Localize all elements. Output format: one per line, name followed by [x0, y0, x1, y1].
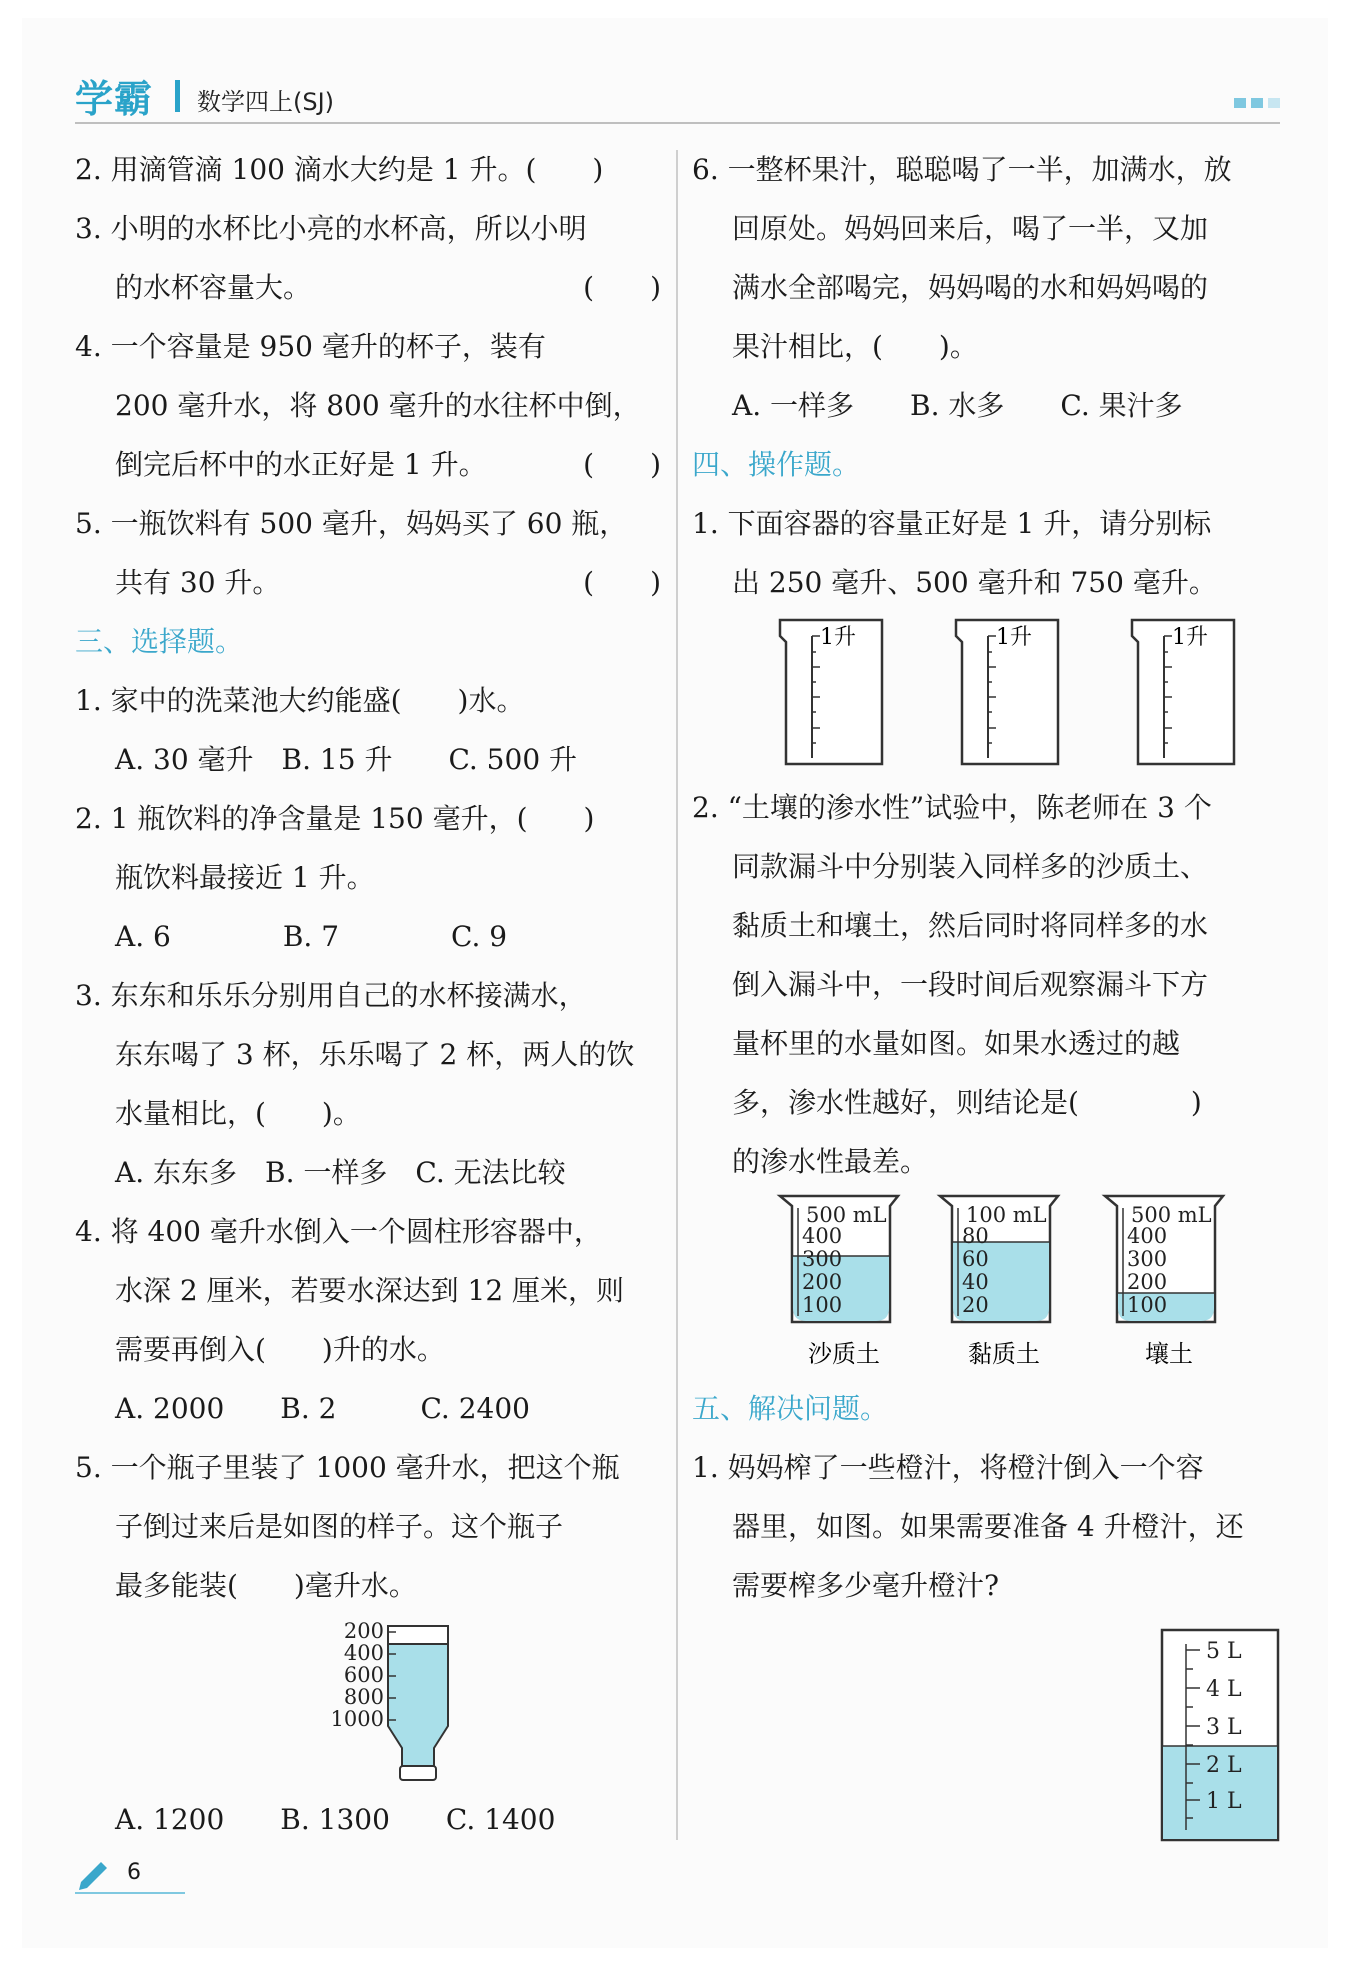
choice-q3-line2: 东东喝了 3 杯，乐乐喝了 2 杯，两人的饮 [115, 1038, 635, 1071]
cup-tick: 200 [802, 1270, 843, 1294]
beaker-capacity-label: 1升 [1172, 625, 1208, 650]
operate-q2-line6: 多，渗水性越好，则结论是( ) [732, 1086, 1202, 1119]
answer-blank[interactable]: ( ) [583, 448, 661, 481]
judge-q4-line1: 4. 一个容量是 950 毫升的杯子，装有 [75, 330, 546, 363]
header-rule [75, 122, 1280, 124]
cup-tick: 400 [1127, 1224, 1168, 1248]
cup-tick: 100 [802, 1293, 843, 1317]
cup-label: 黏质土 [968, 1340, 1040, 1368]
right-column [692, 140, 1284, 1615]
juice-tick-label: 4 L [1206, 1677, 1242, 1702]
bottle-tick-label: 800 [343, 1685, 384, 1709]
choice-q1: 1. 家中的洗菜池大约能盛( )水。 [75, 684, 525, 717]
cup-capacity: 100 mL [966, 1203, 1047, 1227]
column-divider [676, 150, 678, 1840]
choice-q2-line1: 2. 1 瓶饮料的净含量是 150 毫升，( ) [75, 802, 595, 835]
operate-q2-line5: 量杯里的水量如图。如果水透过的越 [732, 1027, 1181, 1060]
inverted-bottle-figure [320, 1618, 470, 1793]
section-4-title: 四、操作题。 [692, 448, 861, 481]
liter-beaker [956, 620, 1058, 764]
page-number: 6 [127, 1860, 141, 1885]
judge-q4-line2: 200 毫升水，将 800 毫升的水往杯中倒， [115, 389, 641, 422]
soil-cups-figure [770, 1190, 1260, 1375]
juice-tick-label: 3 L [1206, 1715, 1242, 1740]
judge-q5-line2: 共有 30 升。 ( ) [75, 553, 665, 612]
liter-beaker [1132, 620, 1234, 764]
operate-q2-line2: 同款漏斗中分别装入同样多的沙质土、 [732, 850, 1209, 883]
logo-divider [175, 80, 180, 112]
cup-capacity: 500 mL [806, 1203, 887, 1227]
bottle-water [388, 1644, 448, 1766]
sandy-soil-cup [780, 1196, 898, 1368]
cup-tick: 20 [962, 1293, 989, 1317]
judge-q6-line4: 果汁相比，( )。 [732, 330, 978, 363]
bottle-cap [400, 1766, 436, 1780]
judge-q6-line1: 6. 一整杯果汁，聪聪喝了一半，加满水，放 [692, 153, 1232, 186]
choice-q1-options[interactable]: A. 30 毫升 B. 15 升 C. 500 升 [115, 743, 578, 776]
bottle-base [388, 1626, 448, 1644]
cup-tick: 300 [1127, 1247, 1168, 1271]
choice-q5-line3: 最多能装( )毫升水。 [115, 1569, 417, 1602]
choice-q2-options[interactable]: A. 6 B. 7 C. 9 [115, 920, 508, 953]
bottle-tick-label: 1000 [330, 1707, 384, 1731]
cup-label: 沙质土 [808, 1340, 880, 1368]
operate-q2-line1: 2. “土壤的渗水性”试验中，陈老师在 3 个 [692, 791, 1212, 824]
cup-tick: 200 [1127, 1270, 1168, 1294]
operate-q2-line7: 的渗水性最差。 [732, 1145, 929, 1178]
cup-tick: 60 [962, 1247, 989, 1271]
choice-q4-line2: 水深 2 厘米，若要水深达到 12 厘米，则 [115, 1274, 625, 1307]
choice-q3-line1: 3. 东东和乐乐分别用自己的水杯接满水， [75, 979, 587, 1012]
judge-q3-line2: 的水杯容量大。 ( ) [75, 258, 665, 317]
choice-q3-line3: 水量相比，( )。 [115, 1097, 361, 1130]
beaker-capacity-label: 1升 [820, 625, 856, 650]
cup-tick: 100 [1127, 1293, 1168, 1317]
solve-q1-line2: 器里，如图。如果需要准备 4 升橙汁，还 [732, 1510, 1244, 1543]
choice-q3-options[interactable]: A. 东东多 B. 一样多 C. 无法比较 [115, 1156, 566, 1189]
juice-tick-label: 2 L [1206, 1753, 1242, 1778]
cup-tick: 40 [962, 1270, 989, 1294]
loam-soil-cup [1105, 1196, 1223, 1368]
judge-q6-line3: 满水全部喝完，妈妈喝的水和妈妈喝的 [732, 271, 1209, 304]
operate-q2-line4: 倒入漏斗中，一段时间后观察漏斗下方 [732, 968, 1209, 1001]
page-header [75, 68, 1280, 126]
judge-q6-line2: 回原处。妈妈回来后，喝了一半，又加 [732, 212, 1209, 245]
cup-tick: 300 [802, 1247, 843, 1271]
solve-q1-line1: 1. 妈妈榨了一些橙汁，将橙汁倒入一个容 [692, 1451, 1204, 1484]
header-decoration [1234, 98, 1280, 108]
answer-blank[interactable]: ( ) [583, 566, 661, 599]
footer-rule [75, 1892, 185, 1894]
liter-beaker [780, 620, 882, 764]
clay-soil-cup [940, 1196, 1058, 1368]
section-3-title: 三、选择题。 [75, 625, 244, 658]
juice-container-figure [1158, 1626, 1282, 1844]
juice-tick-label: 1 L [1206, 1789, 1242, 1814]
bottle-tick-label: 400 [343, 1641, 384, 1665]
left-column [75, 140, 665, 1849]
beaker-capacity-label: 1升 [996, 625, 1032, 650]
pencil-icon [75, 1856, 115, 1890]
page-footer [75, 1856, 185, 1896]
liter-beakers-figure [770, 612, 1290, 772]
cup-tick: 80 [962, 1224, 989, 1248]
cup-capacity: 500 mL [1131, 1203, 1212, 1227]
judge-q2: 2. 用滴管滴 100 滴水大约是 1 升。( ) [75, 153, 604, 186]
bottle-tick-label: 600 [343, 1663, 384, 1687]
cup-label: 壤土 [1145, 1340, 1193, 1368]
section-5-title: 五、解决问题。 [692, 1392, 889, 1425]
choice-q2-line2: 瓶饮料最接近 1 升。 [115, 861, 375, 894]
choice-q4-options[interactable]: A. 2000 B. 2 C. 2400 [115, 1392, 530, 1425]
operate-q1-line1: 1. 下面容器的容量正好是 1 升，请分别标 [692, 507, 1212, 540]
brand-logo: 学霸 [75, 77, 154, 121]
juice-tick-label: 5 L [1206, 1639, 1242, 1664]
cup-tick: 400 [802, 1224, 843, 1248]
choice-q5-options[interactable]: A. 1200 B. 1300 C. 1400 [115, 1803, 556, 1836]
choice-q5-line1: 5. 一个瓶子里装了 1000 毫升水，把这个瓶 [75, 1451, 620, 1484]
judge-q4-line3: 倒完后杯中的水正好是 1 升。 ( ) [75, 435, 665, 494]
judge-q5-line1: 5. 一瓶饮料有 500 毫升，妈妈买了 60 瓶， [75, 507, 628, 540]
choice-q5-line2: 子倒过来后是如图的样子。这个瓶子 [115, 1510, 564, 1543]
judge-q6-options[interactable]: A. 一样多 B. 水多 C. 果汁多 [732, 389, 1183, 422]
choice-q4-line1: 4. 将 400 毫升水倒入一个圆柱形容器中， [75, 1215, 602, 1248]
bottle-tick-label: 200 [343, 1619, 384, 1643]
answer-blank[interactable]: ( ) [583, 271, 661, 304]
subject-title: 数学四上(SJ) [197, 88, 335, 116]
solve-q1-line3: 需要榨多少毫升橙汁? [732, 1569, 1000, 1602]
judge-q3-line1: 3. 小明的水杯比小亮的水杯高，所以小明 [75, 212, 587, 245]
operate-q1-line2: 出 250 毫升、500 毫升和 750 毫升。 [732, 566, 1217, 599]
operate-q2-line3: 黏质土和壤土，然后同时将同样多的水 [732, 909, 1209, 942]
choice-q4-line3: 需要再倒入( )升的水。 [115, 1333, 445, 1366]
